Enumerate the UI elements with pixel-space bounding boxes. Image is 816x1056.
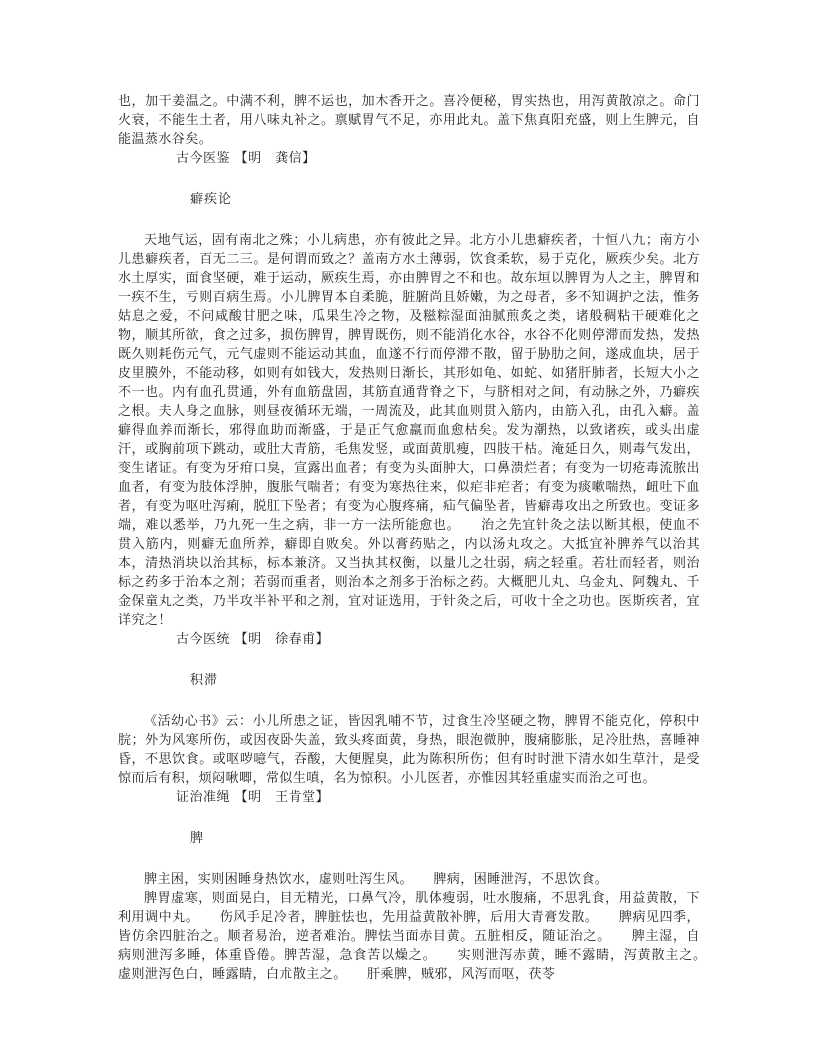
body-paragraph: 天地气运，固有南北之殊；小儿病患，亦有彼此之异。北方小儿患癖疾者，十恒八九；南方小儿患癖疾者，百无二三。是何谓而致之？盖南方水土薄弱，饮食柔软，易于克化，厥疾少矣。北方水土厚实，面食坚硬，难于运动，厥疾生焉，亦由脾胃之不和也。故东垣以脾胃为人之主，脾胃和一疾不生，亏则百病生焉。小儿脾胃本自柔脆，脏腑尚且娇嫩，为之母者，多不知调护之法，惟务姑息之爱，不问咸酸甘肥之味，瓜果生冷之物，及糍粽湿面油腻煎炙之类，诸般稠粘干硬难化之物，顺其所欲，食之过多，损伤脾胃，脾胃既伤，则不能消化水谷，水谷不化则停滞而发热，发热既久则耗伤元气，元气虚则不能运动其血，血遂不行而停滞不散，留于胁肋之间，遂成血块，居于皮里膜外，不能动移，如则有如钱大，发热则日渐长，其形如龟、如蛇、如猪肝肺者，长短大小之不一也。内有血孔贯通，外有血筋盘固，其筋直通背脊之下，与脐相对之间，有动脉之外，乃癖疾之根。夫人身之血脉，则昼夜循环无端，一周流及，此其血则贯入筋内，由筋入孔，由孔入癖。盖癖得血养而渐长，邪得血助而渐盛，于是正气愈羸而血愈枯矣。发为潮热，以致诸疾，或头出虚汗，或胸前项下跳动，或肚大青筋，毛焦发竖，或面黄肌瘦，四肢干枯。淹延日久，则毒气发出，变生诸证。有变为牙疳口臭，宣露出血者；有变为头面肿大，口鼻溃烂者；有变为一切疮毒流脓出血者，有变为肢体浮肿，腹胀气喘者；有变为寒热往来，似疟非疟者；有变为痰嗽喘热，衄吐下血者，有变为呕吐泻痢，脱肛下坠者；有变为心腹疼痛，疝气偏坠者，皆癖毒攻出之所致也。变证多端，难以悉举，乃九死一生之病，非一方一法所能愈也。 治之先宜针灸之法以断其根，使血不贯入筋内，则癖无血所养，癖即自败矣。外以膏药贴之，内以汤丸攻之。大抵宜补脾养气以治其本，清热消块以治其标，标本兼济。又当执其权衡，以量儿之壮弱，病之轻重。若壮而轻者，则治标之药多于治本之剂；若弱而重者，则治本之剂多于治标之药。大概肥儿丸、乌金丸、阿魏丸、千金保童丸之类，乃半攻半补平和之剂，宜对证选用，于针灸之后，可收十全之功也。医斯疾者，宜详究之！	[118, 233, 700, 628]
body-paragraph: 《活幼心书》云：小儿所患之证，皆因乳哺不节，过食生冷坚硬之物，脾胃不能克化，停积中脘；外为风寒所伤，或因夜卧失盖，致头疼面黄，身热，眼泡微肿，腹痛膨胀，足冷肚热，喜睡神昏，不思饮食。或呕哕噫气，吞酸，大便腥臭，此为陈积所伤；但有时时泄下清水如生草汁，是受惊而后有积，烦闷啾唧，常似生嗔，名为惊积。小儿医者，亦惟因其轻重虚实而治之可也。	[118, 714, 700, 786]
continuation-paragraph: 也，加干姜温之。中满不利，脾不运也，加木香开之。喜冷便秘，胃实热也，用泻黄散凉之。命门火衰，不能生土者，用八味丸补之。禀赋胃气不足，亦用此丸。盖下焦真阳充盛，则上生脾元，自能温蒸水谷矣。	[118, 94, 700, 147]
section-heading: 癖疾论	[190, 192, 233, 207]
source-citation: 古今医统 【明 徐春甫】	[176, 632, 330, 647]
body-paragraph: 脾胃虚寒，则面晃白，目无精光，口鼻气冷，肌体瘦弱，吐水腹痛，不思乳食，用益黄散，下利用调中丸。 伤风手足冷者，脾脏怯也，先用益黄散补脾，后用大青膏发散。 脾病见四季，皆仿余四脏治之。顺者易治，逆者难治。脾怯当面赤目黄。五脏相反，随证治之。 脾主湿，自病则泄泻多睡，体重昏倦。脾苦湿，急食苦以燥之。 实则泄泻赤黄，睡不露睛，泻黄散主之。 虚则泄泻色白，睡露睛，白朮散主之。 肝乘脾，贼邪，风泻而呕，茯苓	[118, 891, 727, 982]
source-citation: 古今医鉴 【明 龚信】	[176, 151, 316, 166]
source-citation: 证治准绳 【明 王肯堂】	[176, 790, 330, 805]
section-heading: 脾	[190, 831, 205, 846]
section-heading: 积滞	[190, 673, 219, 688]
document-page	[118, 92, 727, 984]
body-paragraph: 脾主困，实则困睡身热饮水，虚则吐泻生风。 脾病，困睡泄泻，不思饮食。	[144, 872, 609, 887]
